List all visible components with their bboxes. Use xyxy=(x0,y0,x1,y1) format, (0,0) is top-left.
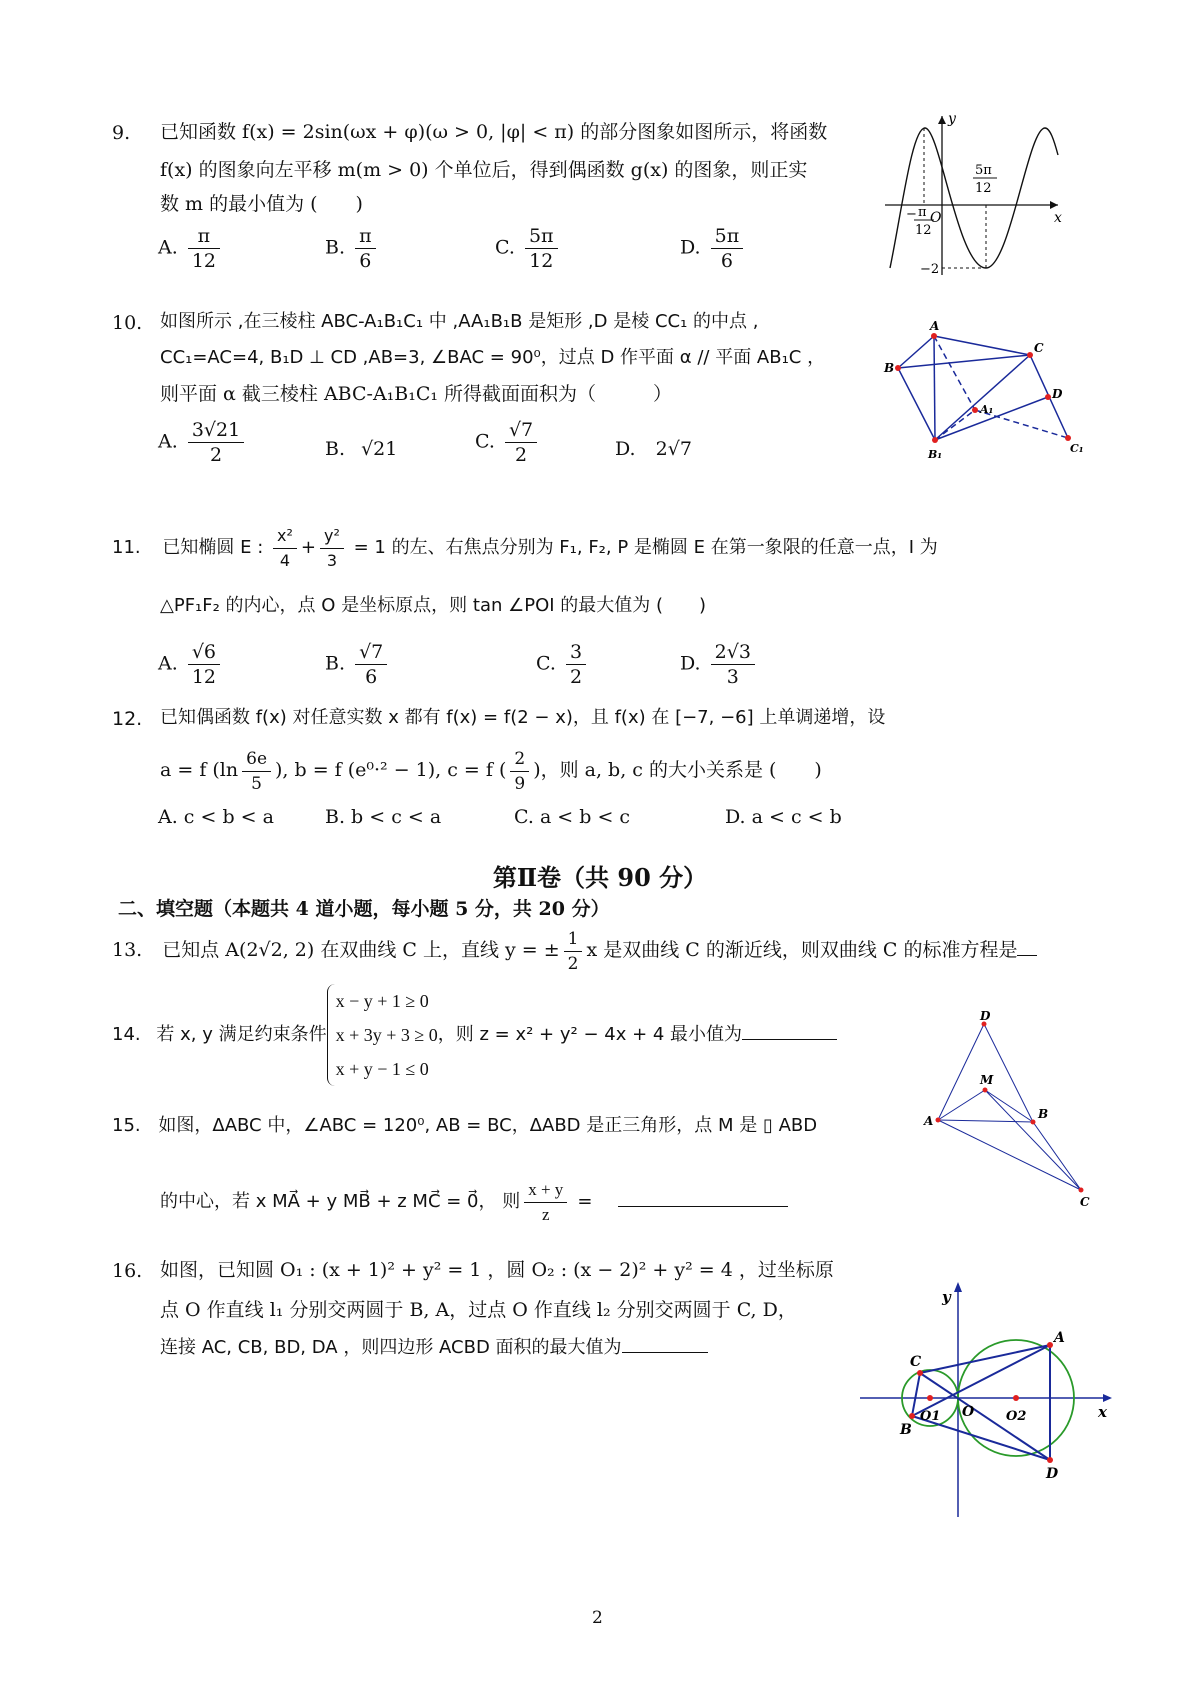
option-label: B. xyxy=(325,652,346,675)
option-label: C. xyxy=(495,236,515,259)
option-c xyxy=(475,418,541,467)
option-fraction xyxy=(188,224,220,273)
answer-blank[interactable] xyxy=(622,1334,708,1353)
constraint: x − y + 1 ≥ 0 xyxy=(335,991,429,1011)
vertex-label: C xyxy=(1080,1195,1090,1209)
section-subtitle: 二、填空题（本题共 4 道小题，每小题 5 分，共 20 分） xyxy=(118,898,610,920)
option-fraction xyxy=(355,224,376,273)
denominator: 5 xyxy=(251,773,262,794)
question-text-line: △PF₁F₂ 的内心，点 O 是坐标原点，则 tan ∠POI 的最大值为 ( ) xyxy=(160,595,707,616)
option-b xyxy=(325,224,380,273)
question-number: 11. xyxy=(112,537,141,558)
vertex-label: A xyxy=(924,1114,934,1128)
tick-label: 5π xyxy=(975,163,992,178)
denominator: 12 xyxy=(191,666,216,688)
option-a xyxy=(158,418,248,467)
constraint: x + 3y + 3 ≥ 0 xyxy=(335,1025,438,1045)
vertex-label: B₁ xyxy=(928,448,943,461)
denominator: 6 xyxy=(720,250,733,272)
numerator: 3 xyxy=(566,640,586,665)
tick-label: − xyxy=(906,207,917,222)
denominator: 3 xyxy=(726,666,739,688)
option-label: D. xyxy=(680,652,701,675)
vertex-label: M xyxy=(980,1073,994,1087)
vertex-label: A₁ xyxy=(980,403,994,416)
denominator: 3 xyxy=(326,550,338,570)
fraction xyxy=(320,524,344,573)
question-14 xyxy=(112,980,837,1090)
text-segment: 连接 AC, CB, BD, DA ，则四边形 ACBD 面积的最大值为 xyxy=(160,1337,622,1358)
question-text-line xyxy=(160,1334,708,1362)
answer-blank[interactable] xyxy=(1017,937,1037,956)
constraint: x + y − 1 ≤ 0 xyxy=(335,1059,429,1079)
question-text-line: f(x) 的图象向左平移 m(m > 0) 个单位后，得到偶函数 g(x) 的图象，则正实 xyxy=(160,159,808,181)
option-d: D. a < c < b xyxy=(725,806,842,828)
option-a xyxy=(158,640,224,689)
operator: + xyxy=(300,537,316,558)
fraction xyxy=(273,524,297,573)
question-text-line: 如图，已知圆 O₁ : (x + 1)² + y² = 1 ，圆 O₂ : (x − 2)² + y² = 4 ，过坐标原 xyxy=(160,1259,834,1281)
vertex-label: D xyxy=(980,1010,991,1023)
option-fraction xyxy=(525,224,558,273)
option-fraction xyxy=(711,224,744,273)
denominator: 2 xyxy=(209,444,223,466)
numerator: π xyxy=(355,224,376,249)
axis-label-x: x xyxy=(1098,1403,1107,1421)
option-c xyxy=(536,640,590,689)
question-text-line: 如图所示 ,在三棱柱 ABC-A₁B₁C₁ 中 ,AA₁B₁B 是矩形 ,D 是棱 CC₁ 的中点 , xyxy=(160,311,759,332)
numerator: √7 xyxy=(355,640,387,665)
point-label: B xyxy=(900,1422,912,1438)
option-c xyxy=(495,224,562,273)
text-segment: 的中心，若 x MA⃗ + y MB⃗ + z MC⃗ = 0⃗， 则 xyxy=(160,1191,521,1212)
option-label: A. xyxy=(158,236,178,259)
section-title: 第Ⅱ卷（共 90 分） xyxy=(492,863,708,892)
answer-blank[interactable] xyxy=(618,1188,788,1207)
option-fraction xyxy=(188,418,244,467)
option-b xyxy=(325,640,391,689)
axis-label-x: x xyxy=(1054,210,1062,226)
question-number: 13. xyxy=(112,939,143,961)
fraction xyxy=(510,747,529,796)
question-text-line xyxy=(160,1172,788,1232)
option-label: C. xyxy=(536,652,556,675)
text-segment: 如图，ΔABC 中，∠ABC = 120⁰, AB = BC，ΔABD 是正三角形，点 M 是 ▯ ABD xyxy=(158,1115,818,1136)
numerator: 1 xyxy=(564,927,583,952)
text-segment: )，则 a, b, c 的大小关系是 ( ) xyxy=(533,759,822,781)
point-label: O1 xyxy=(920,1409,941,1424)
numerator: √6 xyxy=(188,640,220,665)
vertex-label: D xyxy=(1052,387,1063,401)
page-number: 2 xyxy=(592,1608,603,1628)
vertex-label: B xyxy=(884,361,895,375)
axis-label-y: y xyxy=(942,1288,951,1306)
numerator: √7 xyxy=(505,418,537,443)
question-text-line: 已知偶函数 f(x) 对任意实数 x 都有 f(x) = f(2 − x)，且 f(x) 在 [−7, −6] 上单调递增，设 xyxy=(160,707,886,728)
vertex-label: C xyxy=(1034,341,1044,355)
fraction xyxy=(242,747,271,796)
option-d xyxy=(615,438,692,460)
option-d xyxy=(680,224,747,273)
question-text-line: 点 O 作直线 l₁ 分别交两圆于 B, A，过点 O 作直线 l₂ 分别交两圆于 C, D， xyxy=(160,1299,797,1321)
option-b: B. b < c < a xyxy=(325,806,442,828)
question-number: 12. xyxy=(112,708,143,730)
question-number: 16. xyxy=(112,1260,143,1282)
question-number: 14. xyxy=(112,1024,141,1045)
tick-label: 12 xyxy=(975,181,992,196)
denominator: 12 xyxy=(191,250,216,272)
option-fraction xyxy=(711,640,755,689)
point-label: O2 xyxy=(1006,1409,1027,1424)
text-segment: 若 x, y 满足约束条件 xyxy=(156,1024,327,1045)
question-number: 10. xyxy=(112,312,143,334)
text-segment: ), b = f (e⁰·² − 1), c = f ( xyxy=(275,759,507,781)
question-text-line xyxy=(112,518,938,578)
denominator: z xyxy=(541,1204,550,1224)
option-label: B. xyxy=(325,236,346,259)
answer-blank[interactable] xyxy=(742,1021,837,1040)
question-13 xyxy=(112,920,1037,980)
point-label: C xyxy=(910,1354,922,1370)
tick-label: −2 xyxy=(920,262,940,277)
numerator: x + y xyxy=(524,1178,567,1203)
option-value: √21 xyxy=(361,438,398,460)
option-label: D. xyxy=(680,236,701,259)
vertex-label: A xyxy=(930,319,940,333)
tick-label: π xyxy=(918,205,927,220)
question-text-line: 已知函数 f(x) = 2sin(ωx + φ)(ω > 0, |φ| < π) 的部分图象如图所示，将函数 xyxy=(160,121,828,143)
option-c: C. a < b < c xyxy=(514,806,631,828)
option-label: D. xyxy=(615,438,636,460)
option-a: A. c < b < a xyxy=(158,806,274,828)
option-fraction xyxy=(566,640,586,689)
denominator: 2 xyxy=(567,953,579,974)
option-fraction xyxy=(505,418,537,467)
denominator: 6 xyxy=(365,666,378,688)
text-segment: a = f (ln xyxy=(160,759,239,781)
text-segment: = 1 的左、右焦点分别为 F₁, F₂, P 是椭圆 E 在第一象限的任意一点，I 为 xyxy=(353,537,938,558)
denominator: 2 xyxy=(515,444,528,466)
option-fraction xyxy=(188,640,220,689)
numerator: 5π xyxy=(525,224,558,249)
triangle-figure xyxy=(920,1010,1090,1210)
text-segment: ，则 z = x² + y² − 4x + 4 最小值为 xyxy=(437,1024,743,1045)
denominator: 9 xyxy=(514,773,526,794)
vertex-label: C₁ xyxy=(1070,442,1084,455)
option-label: A. xyxy=(158,652,178,675)
text-segment: x 是双曲线 C 的渐近线，则双曲线 C 的标准方程是 xyxy=(586,939,1018,961)
numerator: π xyxy=(188,224,220,249)
numerator: y² xyxy=(320,524,344,549)
text-segment: 已知点 A(2√2, 2) 在双曲线 C 上，直线 y = ± xyxy=(162,939,560,961)
question-number: 15. xyxy=(112,1115,141,1136)
sine-graph-figure xyxy=(880,110,1080,280)
question-text-line: CC₁=AC=4, B₁D ⊥ CD ,AB=3, ∠BAC = 90⁰，过点 D 作平面 α // 平面 AB₁C ， xyxy=(160,347,826,368)
tick-label: 12 xyxy=(915,223,932,238)
point-label: O xyxy=(962,1404,975,1420)
option-value: 2√7 xyxy=(655,438,692,460)
numerator: x² xyxy=(273,524,297,549)
question-text-line xyxy=(160,738,822,802)
origin-label: O xyxy=(930,210,942,226)
option-b xyxy=(325,438,397,460)
operator: = xyxy=(577,1191,593,1212)
two-circles-figure xyxy=(858,1272,1128,1522)
numerator: 2 xyxy=(510,747,529,772)
question-text-line: 数 m 的最小值为 ( ) xyxy=(160,193,363,215)
vertex-label: B xyxy=(1038,1107,1049,1121)
question-text-line: 则平面 α 截三棱柱 ABC-A₁B₁C₁ 所得截面面积为（ ） xyxy=(160,383,673,405)
denominator: 2 xyxy=(569,666,583,688)
numerator: 6e xyxy=(242,747,271,772)
option-fraction xyxy=(355,640,387,689)
option-label: C. xyxy=(475,430,495,453)
constraint-system xyxy=(327,984,438,1086)
numerator: 5π xyxy=(711,224,744,249)
fraction xyxy=(564,927,583,976)
point-label: A xyxy=(1054,1330,1065,1346)
option-d xyxy=(680,640,759,689)
denominator: 12 xyxy=(529,250,554,272)
axis-label-y: y xyxy=(948,111,956,127)
point-label: D xyxy=(1046,1466,1059,1482)
denominator: 6 xyxy=(359,250,372,272)
prism-figure xyxy=(880,318,1090,463)
numerator: 3√21 xyxy=(188,418,244,443)
numerator: 2√3 xyxy=(711,640,755,665)
text-segment: 已知椭圆 E : xyxy=(162,537,264,558)
question-text-line xyxy=(112,1112,817,1140)
option-a xyxy=(158,224,224,273)
option-label: A. xyxy=(158,430,178,453)
question-number: 9. xyxy=(112,122,131,144)
option-label: B. xyxy=(325,438,346,460)
denominator: 4 xyxy=(279,550,291,570)
fraction xyxy=(524,1178,567,1227)
